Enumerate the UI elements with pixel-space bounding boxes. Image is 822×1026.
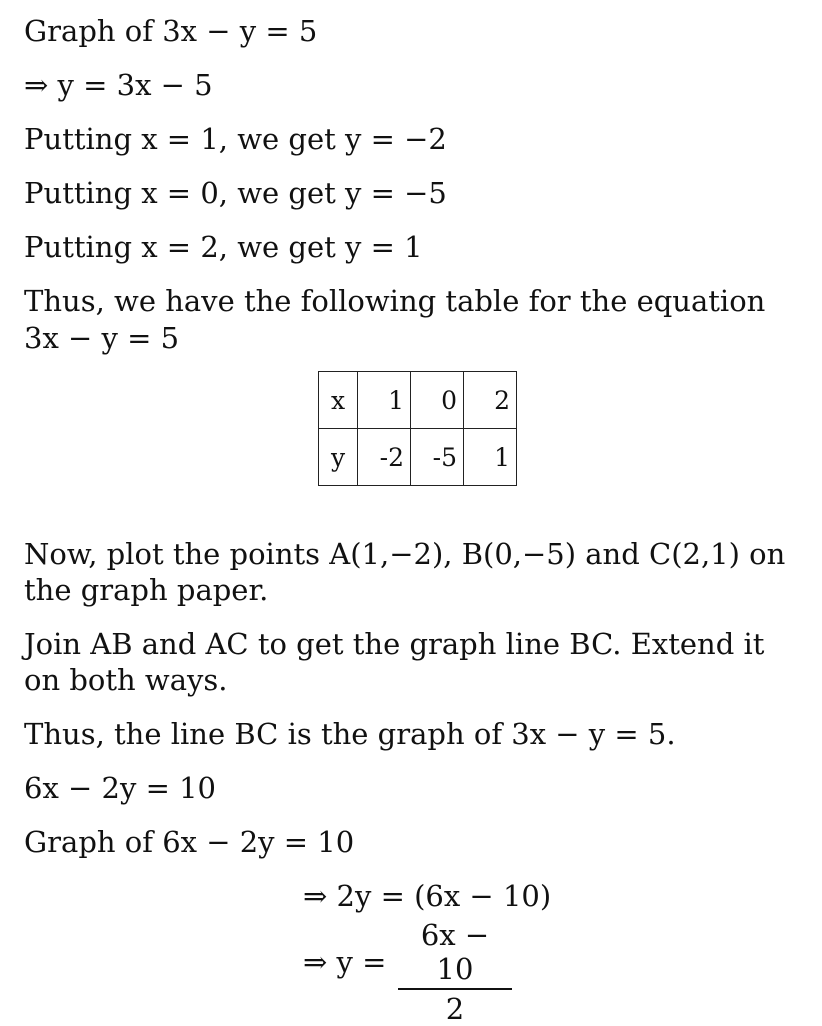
text-line-graph-of-3x-y-5: Graph of 3x − y = 5 — [24, 14, 318, 48]
table-cell-y-2: -5 — [411, 429, 464, 486]
text-line-plot-points: Now, plot the points A(1,−2), B(0,−5) and C(2,1) on the graph paper. — [24, 537, 786, 607]
text-line-putting-x-0: Putting x = 0, we get y = −5 — [24, 176, 447, 210]
values-table — [318, 371, 517, 486]
table-cell-x-label: x — [319, 372, 358, 429]
text-line-join-ab-ac: Join AB and AC to get the graph line BC. Extend it on both ways. — [24, 627, 765, 697]
text-line-equation-3x-y-5: 3x − y = 5 — [24, 321, 180, 355]
text-line-y-equals-3x-5: ⇒ y = 3x − 5 — [24, 68, 213, 102]
text-line-thus-line-bc: Thus, the line BC is the graph of 3x − y = 5. — [24, 717, 676, 751]
text-line-putting-x-2: Putting x = 2, we get y = 1 — [24, 230, 423, 264]
text-line-putting-x-1: Putting x = 1, we get y = −2 — [24, 122, 447, 156]
equation-2y-equals: ⇒ 2y = (6x − 10) — [303, 879, 552, 913]
table-cell-y-1: -2 — [358, 429, 411, 486]
table-cell-y-3: 1 — [464, 429, 517, 486]
table-cell-y-label: y — [319, 429, 358, 486]
fraction-numerator: 6x − 10 — [420, 918, 490, 986]
table-row-x — [319, 372, 517, 429]
text-line-graph-of-6x-2y-10: Graph of 6x − 2y = 10 — [24, 825, 355, 859]
fraction-6x-10-over-2 — [398, 918, 512, 1026]
fraction-bar — [398, 988, 512, 990]
table-cell-x-1: 1 — [358, 372, 411, 429]
text-line-thus-table: Thus, we have the following table for the equation — [24, 284, 766, 318]
table-row-y — [319, 429, 517, 486]
text-line-6x-2y-10: 6x − 2y = 10 — [24, 771, 217, 805]
fraction-denominator: 2 — [445, 992, 465, 1026]
equation-y-equals-prefix: ⇒ y = — [303, 945, 387, 979]
table-cell-x-2: 0 — [411, 372, 464, 429]
table-cell-x-3: 2 — [464, 372, 517, 429]
